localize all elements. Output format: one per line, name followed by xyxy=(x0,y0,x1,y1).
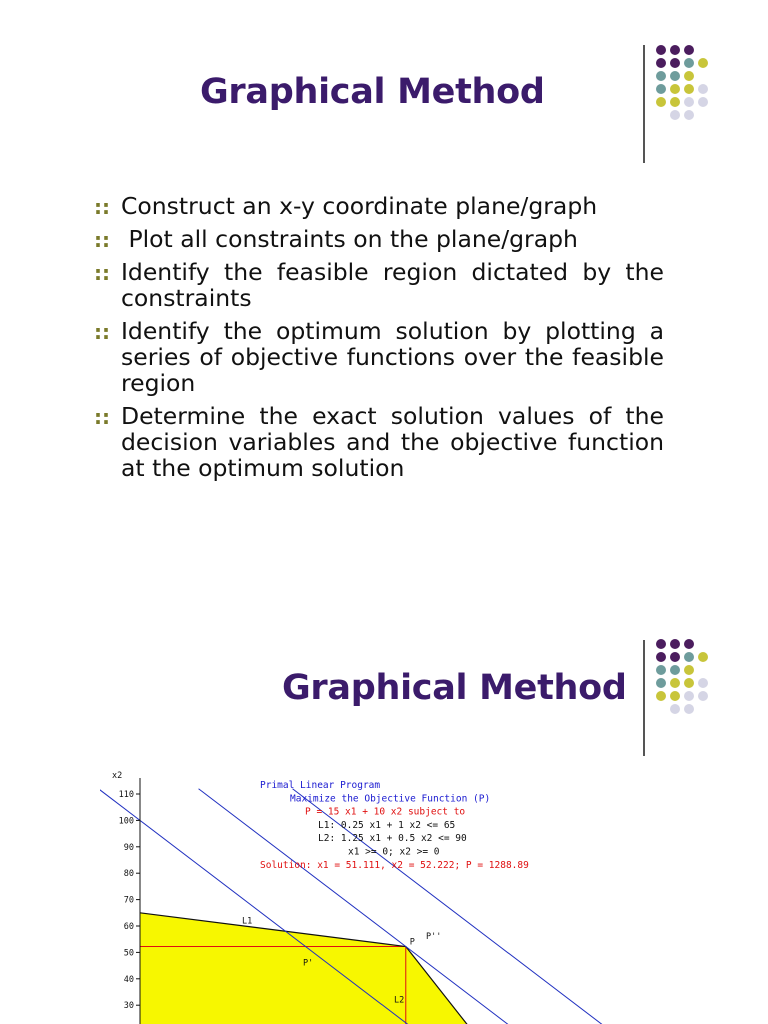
p-double-prime-label: P'' xyxy=(426,932,442,943)
y-tick-label: 80 xyxy=(123,869,134,880)
slide-title: Graphical Method xyxy=(282,668,627,708)
y-tick-label: 90 xyxy=(123,842,134,853)
bullet-marker-icon: :: xyxy=(94,195,110,219)
decor-dot xyxy=(670,84,680,94)
decor-dot xyxy=(698,110,708,120)
lp-graph-svg xyxy=(100,766,670,1024)
decor-dot xyxy=(684,678,694,688)
decorative-dot-grid xyxy=(656,45,709,123)
decor-dot xyxy=(684,71,694,81)
chart-header-line: Primal Linear Program xyxy=(260,780,381,791)
y-tick-label: 40 xyxy=(123,974,134,985)
p-prime-label: P' xyxy=(303,958,314,969)
bullet-text: Identify the feasible region dictated by the constraints xyxy=(121,258,664,312)
decor-dot xyxy=(656,58,666,68)
bullet-text: Construct an x-y coordinate plane/graph xyxy=(121,192,598,220)
decor-dot xyxy=(698,84,708,94)
decor-dot xyxy=(684,665,694,675)
bullet-item xyxy=(92,318,664,396)
decor-dot xyxy=(656,704,666,714)
decor-dot xyxy=(698,45,708,55)
bullet-item xyxy=(92,259,664,311)
decor-dot xyxy=(698,704,708,714)
y-tick-label: 50 xyxy=(123,948,134,959)
bullet-marker-icon: :: xyxy=(94,320,110,344)
y-tick-label: 100 xyxy=(118,816,134,827)
decor-dot xyxy=(670,678,680,688)
chart-header-line: P = 15 x1 + 10 x2 subject to xyxy=(305,806,466,818)
decor-dot xyxy=(698,665,708,675)
chart-header-line: L1: 0.25 x1 + 1 x2 <= 65 xyxy=(318,819,456,831)
chart-header-line: Solution: x1 = 51.111, x2 = 52.222; P = 1288.89 xyxy=(260,859,529,871)
decor-dot xyxy=(698,58,708,68)
decor-dot xyxy=(656,84,666,94)
decor-dot xyxy=(670,45,680,55)
decor-dot xyxy=(698,71,708,81)
slide-2 xyxy=(0,512,768,1024)
lp-graph xyxy=(100,766,670,1024)
decor-dot xyxy=(656,639,666,649)
decor-dot xyxy=(670,652,680,662)
chart-header-line: x1 >= 0; x2 >= 0 xyxy=(348,846,440,858)
decor-dot xyxy=(656,71,666,81)
decor-dot xyxy=(670,71,680,81)
decor-dot xyxy=(656,110,666,120)
decor-dot xyxy=(684,639,694,649)
decor-dot xyxy=(684,97,694,107)
bullet-item xyxy=(92,193,664,219)
bullet-text: Determine the exact solution values of the decision variables and the objective function at the optimum solution xyxy=(121,402,664,482)
y-tick-label: 60 xyxy=(123,922,134,932)
decor-dot xyxy=(698,639,708,649)
decor-dot xyxy=(684,58,694,68)
decor-dot xyxy=(670,704,680,714)
optimum-label: P xyxy=(409,937,415,948)
y-tick-label: 110 xyxy=(118,790,134,800)
y-tick-label: 70 xyxy=(123,895,134,906)
bullet-item xyxy=(92,226,664,252)
chart-header-line: Maximize the Objective Function (P) xyxy=(290,793,491,805)
decorative-dot-grid xyxy=(656,639,709,717)
slide-title: Graphical Method xyxy=(200,72,545,112)
decor-dot xyxy=(656,691,666,701)
decor-dot xyxy=(656,45,666,55)
decor-dot xyxy=(698,691,708,701)
decor-dot xyxy=(656,678,666,688)
decor-dot xyxy=(656,97,666,107)
l2-label: L2 xyxy=(394,995,405,1006)
bullet-marker-icon: :: xyxy=(94,405,110,429)
decor-dot xyxy=(698,652,708,662)
decor-dot xyxy=(684,652,694,662)
divider-line xyxy=(643,45,645,163)
decor-dot xyxy=(656,665,666,675)
divider-line xyxy=(643,640,645,756)
bullet-item xyxy=(92,403,664,481)
decor-dot xyxy=(670,110,680,120)
decor-dot xyxy=(670,691,680,701)
decor-dot xyxy=(670,639,680,649)
decor-dot xyxy=(670,97,680,107)
bullet-marker-icon: :: xyxy=(94,228,110,252)
decor-dot xyxy=(656,652,666,662)
decor-dot xyxy=(698,97,708,107)
bullet-text: Identify the optimum solution by plotting a series of objective functions over the feasible region xyxy=(121,317,664,397)
chart-header-line: L2: 1.25 x1 + 0.5 x2 <= 90 xyxy=(318,833,467,845)
y-axis-label: x2 xyxy=(112,771,123,781)
feasible-region xyxy=(140,913,514,1024)
bullet-marker-icon: :: xyxy=(94,261,110,285)
y-tick-label: 30 xyxy=(123,1001,134,1012)
decor-dot xyxy=(698,678,708,688)
decor-dot xyxy=(684,704,694,714)
decor-dot xyxy=(684,110,694,120)
decor-dot xyxy=(670,58,680,68)
decor-dot xyxy=(684,84,694,94)
bullet-text: Plot all constraints on the plane/graph xyxy=(121,225,578,253)
l1-label: L1 xyxy=(242,916,253,927)
decor-dot xyxy=(684,45,694,55)
decor-dot xyxy=(684,691,694,701)
decor-dot xyxy=(670,665,680,675)
bullet-list xyxy=(92,193,664,488)
